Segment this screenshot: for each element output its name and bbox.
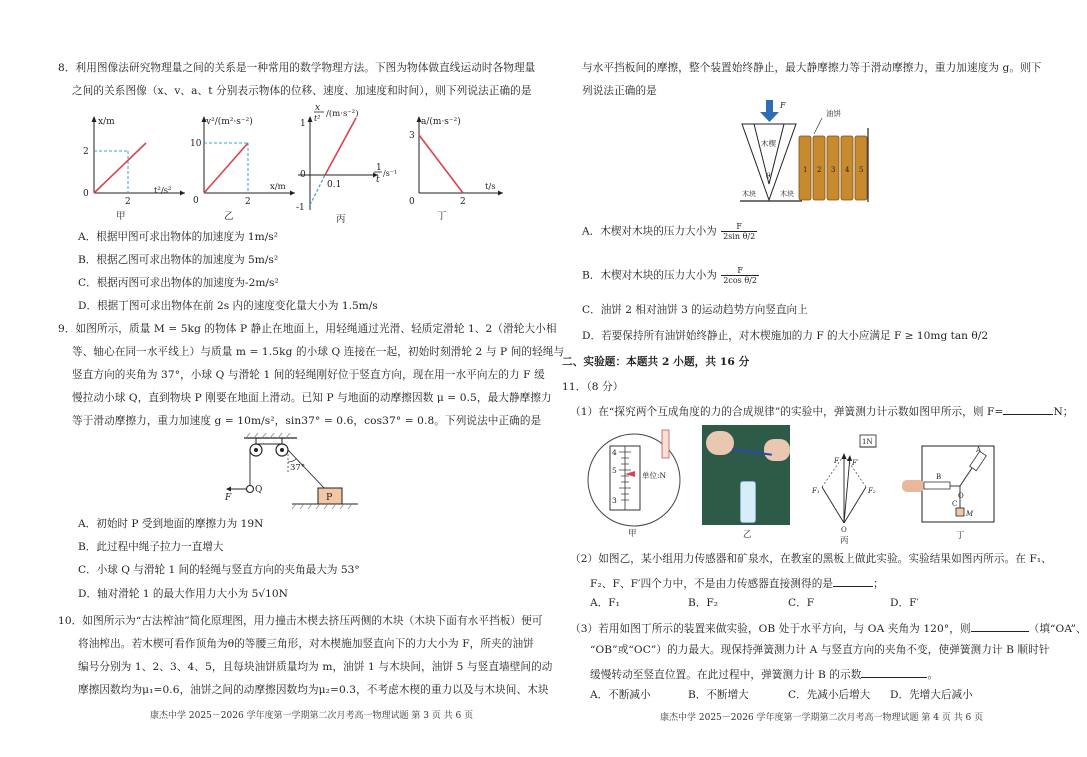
q10-line3: 编号分别为 1、2、3、4、5，且每块油饼质量均为 m，油饼 1 与木块间，油饼 5 与竖直墙壁间的动 [78,661,553,673]
q11-part3-option-d: D．先增大后减小 [890,689,973,701]
q11-part1-unit: N； [1053,406,1074,418]
q8-line2: 之间的关系图像（x、v、a、t 分别表示物体的位移、速度、加速度和时间），则下列说法正确的是 [72,85,532,97]
scale-tick-4: 4 [612,448,617,457]
fig-jia-label: 甲 [628,529,637,539]
graph-yi-name: 乙 [224,211,234,222]
q11-part3-option-a: A．不断减小 [590,689,651,701]
wedge-label: 木楔 [761,139,776,148]
sensor-right [764,439,790,461]
q9-line3: 竖直方向的夹角为 37°，小球 Q 与滑轮 1 间的轻绳刚好位于竖直方向，现在用一水平向左的力 F 缓 [72,369,545,381]
graph-bing-ytick: 1 [300,119,306,129]
fig-ding-apparatus [902,442,1002,542]
oil-cake-3: 3 [831,166,836,174]
q10-cont-line1: 与水平挡板间的摩擦，整个装置始终静止，最大静摩擦力等于滑动摩擦力，重力加速度为 g。则下 [582,62,1042,74]
q9-angle-label: 37° [290,463,306,473]
fig-bing-forces [808,435,888,545]
graph-jia-xlabel: t²/s² [154,186,172,196]
q11-part3-line3-text: 缓慢转动至竖直位置。在此过程中，弹簧测力计 B 的示数 [590,669,862,681]
oil-cake-2: 2 [817,166,822,174]
bing-f2: F₂ [868,487,876,495]
q8-option-d: D．根据丁图可求出物体在前 2s 内的速度变化量大小为 1.5m/s [78,300,378,312]
scale-tick-5: 5 [612,466,617,475]
q9-option-d: D．轴对滑轮 1 的最大作用力大小为 5√10N [78,588,288,600]
oil-press-figure [740,98,870,208]
q10-option-b-fraction [721,266,759,285]
graph-yi-ylabel: v²/(m²·s⁻²) [206,117,253,127]
ding-m: M [966,510,974,518]
ding-a: A [976,446,982,454]
scale-tick-3: 3 [612,496,617,505]
graph-bing-yunit: /(m·s⁻²) [326,109,359,119]
fig-yi-label: 乙 [743,530,752,540]
q10-option-b [582,266,760,285]
q8-option-b: B．根据乙图可求出物体的加速度为 5m/s² [78,254,279,266]
q11-part2-blank [833,576,873,587]
footer-page-3: 康杰中学 2025－2026 学年度第一学期第二次月考高一物理试题 第 3 页 共 6 页 [150,711,474,721]
ding-o: O [958,492,964,500]
q11-part2-line2: F₂、F、F′四个力中，不是由力传感器直接测得的是 ； [590,578,884,590]
graph-ding [405,113,515,223]
q8-line1: 8．利用图像法研究物理量之间的关系是一种常用的数学物理方法。下图为物体做直线运动时各物理量 [58,62,536,74]
q9-pulley-figure [222,432,362,510]
graph-bing-yden: t² [314,114,321,123]
q9-line4: 慢拉动小球 Q，直到物块 P 刚要在地面上滑动。已知 P 与地面的动摩擦因数 μ = 0.5，最大静摩擦力 [72,392,552,404]
graph-yi-origin: 0 [193,196,199,206]
q10-option-a-fraction [721,222,757,241]
q11-part2-line1: （2）如图乙，某小组用力传感器和矿泉水，在教室的黑板上做此实验。实验结果如图丙所示。在 F₁、 [570,553,1052,565]
graph-jia-origin: 0 [83,189,89,199]
q10-option-a [582,222,758,241]
q11-part2-option-b: B．F₂ [688,597,718,609]
bing-o: O [841,526,847,534]
q11-part3-option-c: C．先减小后增大 [788,689,871,701]
oil-cake-5: 5 [859,166,864,174]
graph-bing [296,100,406,225]
bing-fprime: F′ [852,459,859,467]
graph-bing-xtick: 0.1 [327,180,342,190]
q11-part1-blank [1003,404,1053,415]
q11-part3-line2: “OB”或“OC”）的力最大。现保持弹簧测力计 A 与竖直方向的夹角不变，使弹簧测力计 B 顺时针 [590,644,1050,656]
graph-ding-name: 丁 [437,211,447,222]
q11-part3-blank1 [971,621,1029,632]
frac-a-den: 2sin θ/2 [723,232,756,241]
scale-1n: 1N [862,438,873,446]
q10-option-d: D．若要保持所有油饼始终静止，对木楔施加的力 F 的大小应满足 F ≥ 10mg tan θ/2 [582,330,989,342]
graph-jia [80,113,190,223]
graph-bing-name: 丙 [336,214,346,225]
q11-part3-blank2 [861,667,927,678]
ding-b: B [936,473,942,481]
q10-line4: 摩擦因数均为μ₁=0.6，油饼之间的动摩擦因数均为μ₂=0.3，不考虑木楔的重力以及与木块间、木块 [78,684,549,696]
graph-yi-xlabel: x/m [270,182,286,192]
wedge-theta: θ [766,171,771,180]
q11-part2-option-a: A．F₁ [590,597,620,609]
q9-block-label: P [326,492,333,503]
fig-yi-photo [702,425,790,525]
graph-ding-ylabel: a/(m·s⁻²) [421,117,461,127]
wedge-force-label: F [780,101,786,110]
q11-part1 [570,404,1074,419]
graph-yi-xtick: 2 [245,197,251,207]
q9-option-a: A．初始时 P 受到地面的摩擦力为 19N [78,518,264,530]
fig-ding-label: 丁 [956,531,965,541]
q11-part3-option-b: B．不断增大 [688,689,749,701]
graph-bing-ynum: x [315,103,321,113]
q9-force-label: F [225,493,232,503]
graph-bing-xden: t [376,175,380,185]
q11-part3-line1-text: （3）若用如图丁所示的装置来做实验，OB 处于水平方向，与 OA 夹角为 120°，则 [570,623,971,635]
graph-yi [190,113,300,223]
graph-bing-origin: 0 [300,170,306,180]
ding-c: C [952,500,958,508]
q9-line1: 9．如图所示，质量 M = 5kg 的物体 P 静止在地面上，用轻绳通过光滑、轻质定滑轮 1、2（滑轮大小相 [58,323,557,335]
graph-bing-yneg: -1 [296,203,305,213]
section-2-heading: 二、实验题：本题共 2 小题，共 16 分 [562,356,750,368]
q9-option-c: C．小球 Q 与滑轮 1 间的轻绳与竖直方向的夹角最大为 53° [78,564,360,576]
q11-part2-option-d: D．F′ [890,597,919,609]
graph-bing-xnum: 1 [376,163,382,173]
graph-ding-xlabel: t/s [485,182,496,192]
q9-ball-label: Q [255,485,263,495]
scale-unit: 单位:N [642,471,667,480]
q11-part3-line1 [570,621,1087,636]
q11-part1-text: （1）在“探究两个互成角度的力的合成规律”的实验中，弹簧测力计示数如图甲所示，则 F= [570,406,1004,418]
q11-heading: 11．（8 分） [562,381,624,393]
block-label-left: 木块 [742,190,756,198]
graph-ding-origin: 0 [409,197,415,207]
q10-line2: 将油榨出。若木楔可看作顶角为θ的等腰三角形，对木楔施加竖直向下的力大小为 F，所夹的油饼 [78,638,534,650]
graph-jia-xtick: 2 [125,197,131,207]
page-4 [540,0,1087,757]
bing-f1: F₁ [812,487,820,495]
water-bottle [740,481,756,523]
sensor-left [706,431,734,455]
oil-cake-4: 4 [845,166,850,174]
q9-option-b: B．此过程中绳子拉力一直增大 [78,541,224,553]
graph-yi-ytick: 10 [190,139,202,149]
q11-part2-line2-text: F₂、F、F′四个力中，不是由力传感器直接测得的是 [590,578,834,590]
q11-part2-option-c: C．F [788,597,815,609]
q11-part3-line3: 缓慢转动至竖直位置。在此过程中，弹簧测力计 B 的示数 。 [590,669,939,681]
oil-cake-1: 1 [803,166,808,174]
graph-jia-name: 甲 [116,211,126,222]
q8-option-a: A．根据甲图可求出物体的加速度为 1m/s² [78,231,278,243]
graph-ding-ytick: 3 [409,131,415,141]
q8-option-c: C．根据丙图可求出物体的加速度为-2m/s² [78,277,279,289]
frac-a-num: F [721,222,757,232]
q11-part3-line1b: （填“OA”、 [1028,623,1087,635]
bing-f: F [834,457,839,465]
oil-cake-label: 油饼 [826,109,841,118]
graph-ding-xtick: 2 [460,197,466,207]
frac-b-num: F [721,266,759,276]
q10-option-b-text: B．木楔对木块的压力大小为 [582,269,717,282]
graph-bing-xunit: /s⁻¹ [383,169,398,178]
footer-page-4: 康杰中学 2025－2026 学年度第一学期第二次月考高一物理试题 第 4 页 共 6 页 [660,713,984,723]
graph-jia-ytick: 2 [83,147,89,157]
frac-b-den: 2cos θ/2 [723,276,757,285]
q9-line2: 等、轴心在同一水平线上）与质量 m = 1.5kg 的小球 Q 连接在一起，初始时刻滑轮 2 与 P 间的轻绳与 [72,346,565,358]
q10-option-c: C．油饼 2 相对油饼 3 的运动趋势方向竖直向上 [582,304,808,316]
graph-jia-ylabel: x/m [98,117,115,127]
fig-bing-label: 丙 [840,536,849,546]
q10-cont-line2: 列说法正确的是 [582,85,657,97]
q10-line1: 10．如图所示为“古法榨油”简化原理图，用力撞击木楔去挤压两侧的木块（木块下面有水平挡板）便可 [58,615,543,627]
q10-option-a-text: A．木楔对木块的压力大小为 [582,225,717,238]
block-label-right: 木块 [780,190,794,198]
fig-jia-scale [580,428,690,538]
q9-line5: 等于滑动摩擦力，重力加速度 g = 10m/s²，sin37° = 0.6，cos37° = 0.8。下列说法中正确的是 [72,415,542,427]
